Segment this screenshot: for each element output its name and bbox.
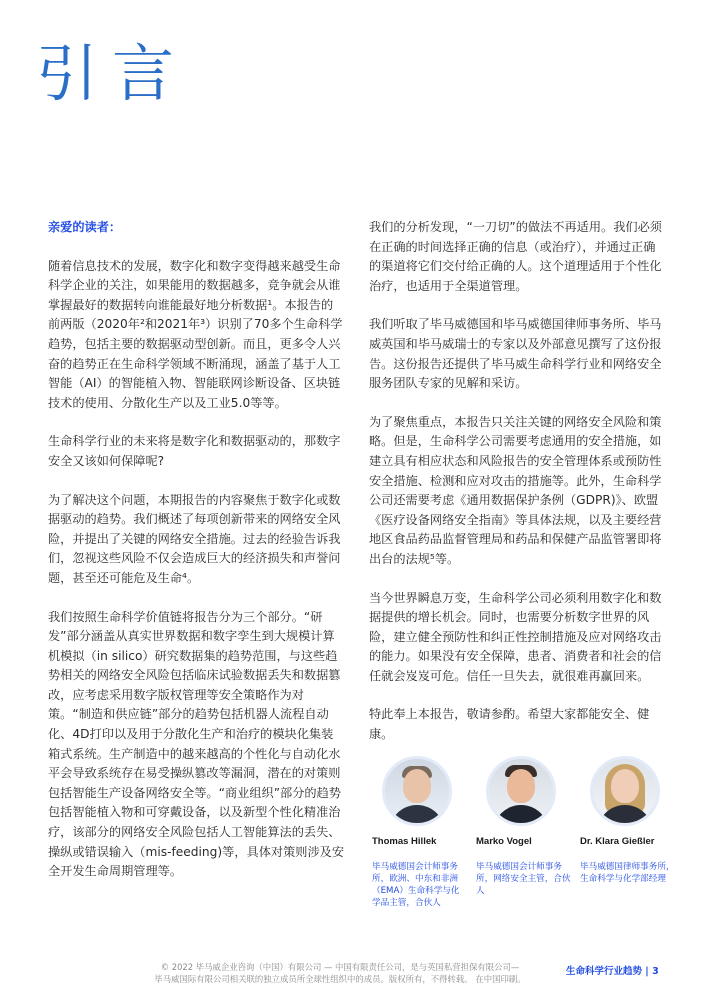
right-paragraph-3: 为了聚焦重点，本报告只关注关键的网络安全风险和策略。但是，生命科学公司需要考虑通用的安全措施，如建立具有相应状态和风险报告的安全管理体系或预防性安全措施、检测和应对攻击的措施等。此外，生命科学公司还需要考虑《通用数据保护条例（GDPR)》、欧盟《医疗设备网络安全指南》等具体法规，以及主要经营地区食品药品监督管理局和药品和保健产品监管署即将出台的法规⁵等。 xyxy=(369,414,662,566)
copyright-line-1: © 2022 毕马威企业咨询（中国）有限公司 — 中国有限责任公司，是与英国私营担保有限公司— xyxy=(160,962,520,972)
right-paragraph-1: 我们的分析发现，“一刀切”的做法不再适用。我们必须在正确的时间选择正确的信息（或治疗），并通过正确的渠道将它们交付给正确的人。这个道理适用于个性化治疗，也适用于全渠道管理。 xyxy=(369,220,662,293)
left-column xyxy=(48,218,344,901)
author-card xyxy=(576,756,676,885)
author-card xyxy=(368,756,468,909)
copyright-line-2: 毕马威国际有限公司相关联的独立成员所全球性组织中的成员。版权所有，不得转载。 在中国印刷。 xyxy=(154,974,526,984)
right-paragraph-5: 特此奉上本报告，敬请参酌。希望大家都能安全、健康。 xyxy=(369,707,650,742)
author-role: 毕马威德国会计师事务所，欧洲、中东和非洲（EMA）生命科学与化学品主管，合伙人 xyxy=(372,862,460,908)
right-column xyxy=(369,218,665,764)
page-label: 生命科学行业趋势 | 3 xyxy=(566,966,659,977)
left-paragraph-3: 为了解决这个问题，本期报告的内容聚焦于数字化或数据驱动的趋势。我们概述了每项创新带来的网络安全风险，并提出了关键的网络安全措施。过去的经验告诉我们，忽视这些风险不仅会造成巨大的经济损失和声誉问题，甚至还可能危及生命⁴。 xyxy=(48,492,341,585)
right-paragraph-4: 当今世界瞬息万变，生命科学公司必须利用数字化和数据提供的增长机会。同时，也需要分析数字世界的风险，建立健全预防性和纠正性控制措施及应对网络攻击的能力。如果没有安全保障，患者、消费者和社会的信任就会岌岌可危。信任一旦失去，就很难再赢回来。 xyxy=(369,590,662,683)
author-name: Dr. Klara Gießler xyxy=(580,836,655,847)
author-photo xyxy=(382,756,452,826)
left-paragraph-2: 生命科学行业的未来将是数字化和数据驱动的，那数字安全又该如何保障呢? xyxy=(48,434,341,468)
footer xyxy=(30,961,650,985)
author-name: Marko Vogel xyxy=(476,836,532,847)
right-paragraph-2: 我们听取了毕马威德国和毕马威德国律师事务所、毕马威英国和毕马威瑞士的专家以及外部意见撰写了这份报告。这份报告还提供了毕马威生命科学行业和网络安全服务团队专家的见解和采访。 xyxy=(369,317,662,391)
left-paragraph-4: 我们按照生命科学价值链将报告分为三个部分。“研发”部分涵盖从真实世界数据和数字孪生到大规模计算机模拟（in silico）研究数据集的趋势范围，与这些趋势相关的网络安全风险包括临床试验数据丢失和数据篡改，应考虑采用数字版权管理等安全策略作为对策。“制造和供应链”部分的趋势包括机器人流程自动化、4D打印以及用于分散化生产和治疗的模块化集装箱式系统。生产制造中的越来越高的个性化与自动化水平会导致系统存在易受操纵篡改等漏洞，潜在的对策则包括智能生产设备网络安全等。“商业组织”部分的趋势包括智能植入物和可穿戴设备，以及新型个性化精准治疗，该部分的网络安全风险包括人工智能算法的丢失、操纵或错误输入（mis-feeding)等，具体对策则涉及安全开发生命周期管理等。 xyxy=(48,609,345,879)
author-photo xyxy=(590,756,660,826)
author-name: Thomas Hillek xyxy=(372,836,437,847)
author-role: 毕马威德国律师事务所，生命科学与化学部经理 xyxy=(580,862,675,884)
author-card xyxy=(472,756,572,897)
greeting: 亲爱的读者： xyxy=(48,220,122,234)
author-role: 毕马威德国会计师事务所，网络安全主管，合伙人 xyxy=(476,862,571,896)
author-photo xyxy=(486,756,556,826)
page-title: 引言 xyxy=(36,37,189,110)
left-paragraph-1: 随着信息技术的发展，数字化和数字变得越来越受生命科学企业的关注，如果能用的数据越多，竞争就会从谁掌握最好的数据转向谁能最好地分析数据¹。本报告的前两版（2020年²和2021年³）识别了70多个生命科学趋势，包括主要的数据驱动型创新。而且，更多令人兴奋的趋势正在生命科学领域不断涌现，涵盖了基于人工智能（AI）的智能植入物、智能联网诊断设备、区块链技术的使用、分散化生产以及工业5.0等等。 xyxy=(48,258,343,410)
